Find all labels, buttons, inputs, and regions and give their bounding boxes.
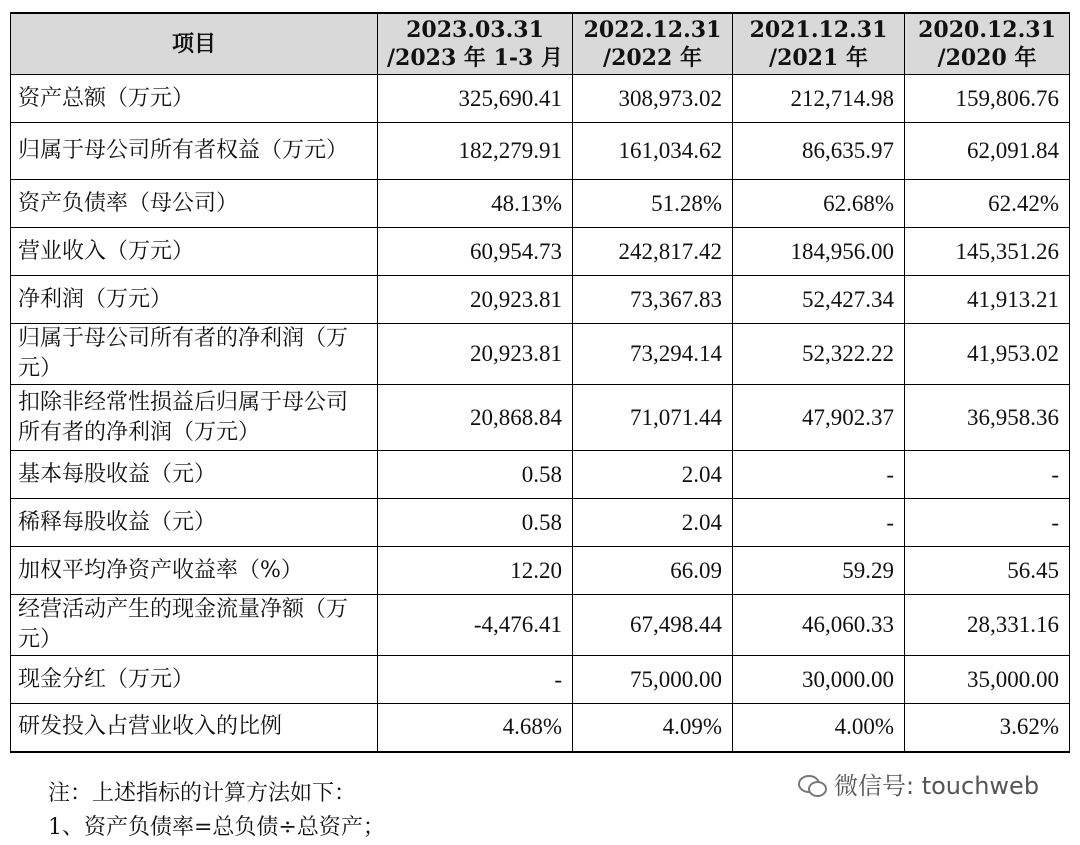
row-value: 36,958.36 [905,385,1070,451]
financial-summary-table [10,12,1070,753]
table-body [11,75,1070,752]
row-value: 52,322.22 [733,324,905,385]
table-row [11,547,1070,595]
wechat-icon [798,773,826,795]
header-item: 项目 [11,13,378,75]
row-value: 67,498.44 [573,595,733,656]
row-value: 56.45 [905,547,1070,595]
row-value: 159,806.76 [905,75,1070,123]
row-label: 资产负债率（母公司） [11,180,378,228]
row-value: 3.62% [905,704,1070,752]
row-value: 35,000.00 [905,656,1070,704]
watermark-text: 微信号: touchweb [834,772,1040,800]
row-value: 62.68% [733,180,905,228]
header-2023q1: 2023.03.31 /2023 年 1-3 月 [378,13,573,75]
row-value: - [905,499,1070,547]
table-row [11,123,1070,180]
row-label: 资产总额（万元） [11,75,378,123]
row-value: 30,000.00 [733,656,905,704]
notes [48,777,385,845]
row-value: - [378,656,573,704]
row-value: 46,060.33 [733,595,905,656]
row-value: - [733,451,905,499]
row-value: -4,476.41 [378,595,573,656]
row-label: 现金分红（万元） [11,656,378,704]
row-value: 0.58 [378,499,573,547]
table-row [11,180,1070,228]
row-value: 12.20 [378,547,573,595]
row-value: 4.68% [378,704,573,752]
row-value: 60,954.73 [378,228,573,276]
table-row [11,451,1070,499]
row-value: 308,973.02 [573,75,733,123]
row-value: 47,902.37 [733,385,905,451]
table-row [11,704,1070,752]
row-value: 212,714.98 [733,75,905,123]
table-row [11,499,1070,547]
table-row [11,595,1070,656]
row-value: 62,091.84 [905,123,1070,180]
row-value: 86,635.97 [733,123,905,180]
row-label: 研发投入占营业收入的比例 [11,704,378,752]
row-value: 4.00% [733,704,905,752]
table-row [11,276,1070,324]
row-value: 2.04 [573,451,733,499]
header-2022: 2022.12.31 /2022 年 [573,13,733,75]
row-label: 基本每股收益（元） [11,451,378,499]
row-value: 75,000.00 [573,656,733,704]
row-label: 净利润（万元） [11,276,378,324]
table-row [11,75,1070,123]
row-label: 营业收入（万元） [11,228,378,276]
table-row [11,228,1070,276]
row-value: - [905,451,1070,499]
row-value: 145,351.26 [905,228,1070,276]
row-value: 41,913.21 [905,276,1070,324]
row-value: 182,279.91 [378,123,573,180]
financial-table-container [10,12,1070,753]
row-value: 184,956.00 [733,228,905,276]
header-2020: 2020.12.31 /2020 年 [905,13,1070,75]
row-value: 20,923.81 [378,324,573,385]
row-value: 66.09 [573,547,733,595]
row-label: 经营活动产生的现金流量净额（万元） [11,595,378,656]
row-label: 稀释每股收益（元） [11,499,378,547]
row-label: 归属于母公司所有者权益（万元） [11,123,378,180]
row-value: 325,690.41 [378,75,573,123]
row-label: 加权平均净资产收益率（%） [11,547,378,595]
row-value: 4.09% [573,704,733,752]
row-value: 73,294.14 [573,324,733,385]
watermark [798,766,1039,801]
row-value: 20,923.81 [378,276,573,324]
header-2021: 2021.12.31 /2021 年 [733,13,905,75]
row-value: 28,331.16 [905,595,1070,656]
row-value: 52,427.34 [733,276,905,324]
table-row [11,656,1070,704]
note-line-2: 1、资产负债率=总负债÷总资产； [48,815,385,840]
row-value: 20,868.84 [378,385,573,451]
table-row [11,385,1070,451]
row-value: 48.13% [378,180,573,228]
row-value: 242,817.42 [573,228,733,276]
row-label: 归属于母公司所有者的净利润（万元） [11,324,378,385]
row-value: 51.28% [573,180,733,228]
row-value: 71,071.44 [573,385,733,451]
row-value: 59.29 [733,547,905,595]
row-value: 73,367.83 [573,276,733,324]
note-line-1: 注：上述指标的计算方法如下： [48,781,357,806]
row-value: 41,953.02 [905,324,1070,385]
row-value: 161,034.62 [573,123,733,180]
row-value: 0.58 [378,451,573,499]
row-value: - [733,499,905,547]
row-value: 2.04 [573,499,733,547]
table-header-row [11,13,1070,75]
row-value: 62.42% [905,180,1070,228]
table-row [11,324,1070,385]
row-label: 扣除非经常性损益后归属于母公司所有者的净利润（万元） [11,385,378,451]
